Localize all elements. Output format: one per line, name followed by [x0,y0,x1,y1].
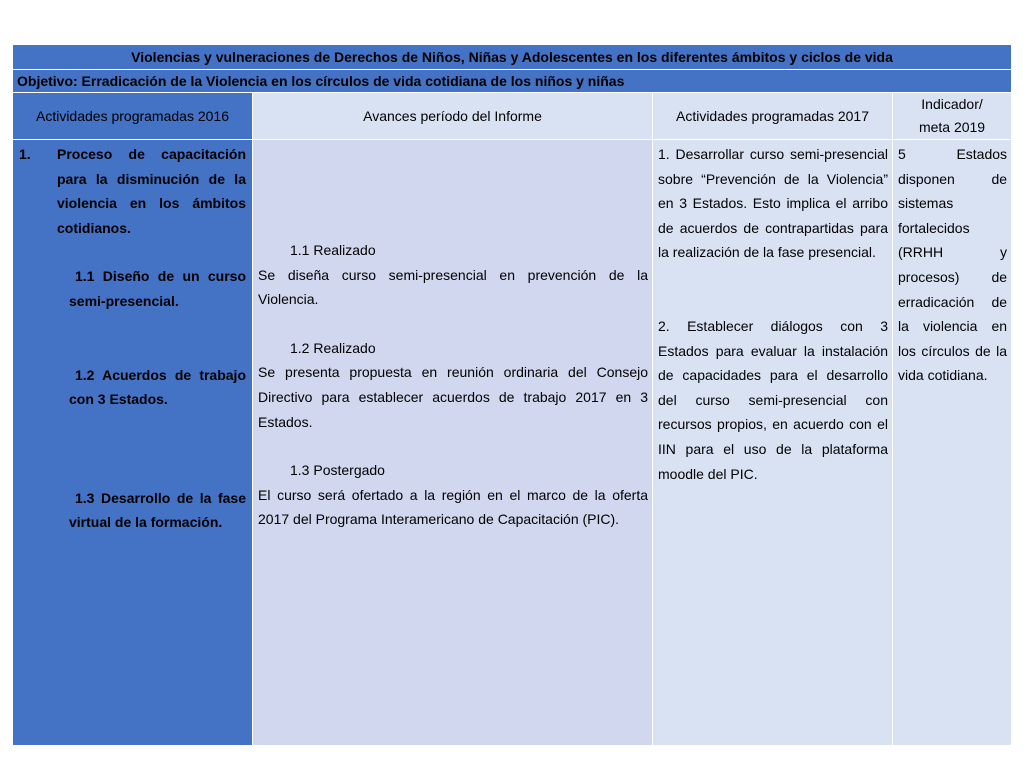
activities-2017-cell [653,140,893,746]
activity-2017-1: 1. Desarrollar curso semi-presencial sobre “Prevención de la Violencia” en 3 Estados. Esto implica el arribo de acuerdos de contrapartidas para la realización de la fase presencial. [658,146,888,261]
header-progress: Avances período del Informe [253,93,653,140]
activity-2017-2: 2. Establecer diálogos con 3 Estados para evaluar la instalación de capacidades para el desarrollo del curso semi-presencial con recursos propios, en acuerdo con el IIN para el uso de la plataforma moodle del PIC. [658,317,888,482]
activity-item [19,142,246,240]
progress-text-3: El curso será ofertado a la región en el marco de la oferta 2017 del Programa Interamericano de Capacitación (PIC). [258,486,648,528]
objective-row: Objetivo: Erradicación de la Violencia en los círculos de vida cotidiana de los niños y niñas [13,70,1012,93]
progress-status-2: 1.2 Realizado [290,339,376,356]
sub-activity-2: 1.2 Acuerdos de trabajo con 3 Estados. [69,366,246,408]
progress-status-1: 1.1 Realizado [290,242,376,258]
sub-activity-3: 1.3 Desarrollo de la fase virtual de la formación. [69,489,246,531]
table-title: Violencias y vulneraciones de Derechos de Niños, Niñas y Adolescentes en los diferentes ámbitos y ciclos de vida [13,45,1012,70]
header-activities-2017: Actividades programadas 2017 [653,93,893,140]
indicator-text: 5 Estados disponen de sistemas fortalecidos (RRHH y procesos) de erradicación de la violencia en los círculos de la vida cotidiana. [898,146,1008,384]
activity-text: Proceso de capacitación para la disminución de la violencia en los ámbitos cotidianos. [57,146,246,236]
header-indicator-line1: Indicador/ [921,96,983,112]
activity-number: 1. [19,146,31,162]
progress-text-1: Se diseña curso semi-presencial en prevención de la Violencia. [258,266,648,308]
activities-table [12,44,1012,746]
progress-text-2: Se presenta propuesta en reunión ordinaria del Consejo Directivo para establecer acuerdos de trabajo 2017 en 3 Estados. [258,364,648,430]
activities-2016-cell [13,140,253,746]
indicator-cell [893,140,1012,746]
progress-cell [253,140,653,746]
progress-status-3: 1.3 Postergado [290,462,385,479]
sub-activity-1: 1.1 Diseño de un curso semi-presencial. [69,268,246,309]
header-activities-2016: Actividades programadas 2016 [13,93,253,140]
header-indicator-line2: meta 2019 [918,119,986,135]
header-indicator [893,93,1012,140]
